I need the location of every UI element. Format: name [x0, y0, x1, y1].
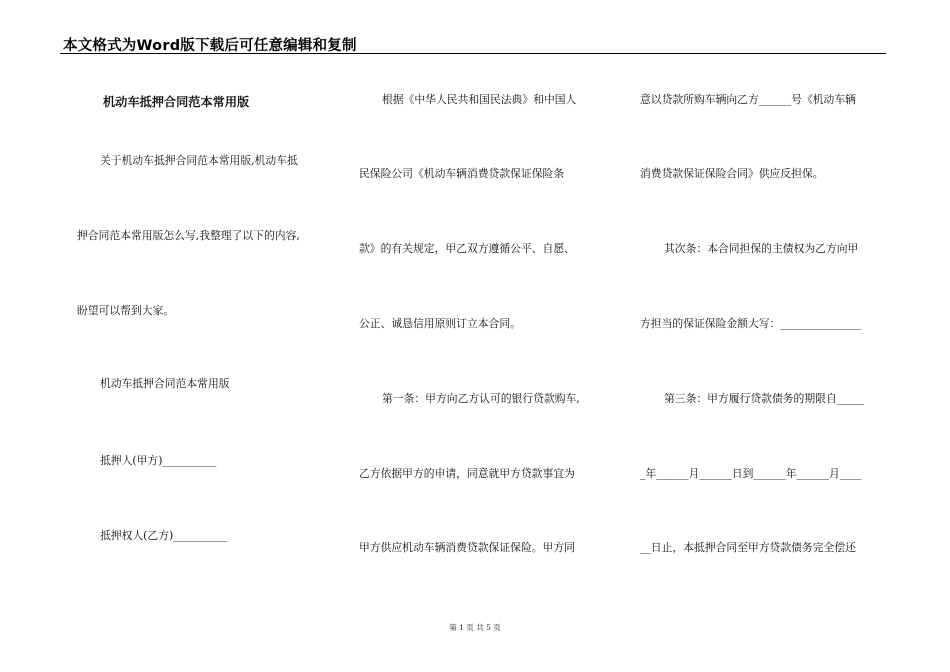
body-line: 甲方供应机动车辆消费贷款保证保险。甲方同 [359, 541, 575, 554]
article-two: 其次条：本合同担保的主债权为乙方向甲 [664, 242, 859, 255]
body-line: 盼望可以帮到大家。 [77, 304, 175, 317]
article-three: 第三条：甲方履行贷款债务的期限自_____ [664, 392, 864, 405]
body-line: 意以贷款所购车辆向乙方______号《机动车辆 [640, 93, 856, 106]
document-banner: 本文格式为Word版下载后可任意编辑和复制 [63, 38, 357, 54]
header-divider [60, 53, 886, 54]
document-title: 机动车抵押合同范本常用版 [103, 95, 250, 109]
body-line: 款》的有关规定，甲乙双方遵循公平、自愿、 [359, 242, 575, 255]
term-date-field: _年______月______日到______年______月____ [640, 467, 862, 480]
guarantee-amount-field: 方担当的保证保险金额大写：_______________ [640, 317, 862, 330]
body-line: __日止，本抵押合同至甲方贷款债务完全偿还 [640, 541, 856, 554]
body-line: 消费贷款保证保险合同》供应反担保。 [640, 167, 824, 180]
article-one: 第一条：甲方向乙方认可的银行贷款购车, [382, 392, 580, 405]
body-line: 关于机动车抵押合同范本常用版,机动车抵 [100, 154, 298, 167]
body-line: 公正、诚恳信用原则订立本合同。 [359, 317, 521, 330]
party-a-field: 抵押人(甲方)__________ [100, 454, 217, 467]
page-number: 第 1 页 共 5 页 [449, 623, 501, 632]
section-heading: 机动车抵押合同范本常用版 [100, 377, 230, 390]
body-line: 乙方依据甲方的申请，同意就甲方贷款事宜为 [359, 467, 575, 480]
body-line: 押合同范本常用版怎么写,我整理了以下的内容, [77, 229, 300, 242]
party-b-field: 抵押权人(乙方)__________ [100, 529, 228, 542]
body-line: 根据《中华人民共和国民法典》和中国人 [382, 93, 577, 106]
body-line: 民保险公司《机动车辆消费贷款保证保险条 [359, 167, 565, 180]
